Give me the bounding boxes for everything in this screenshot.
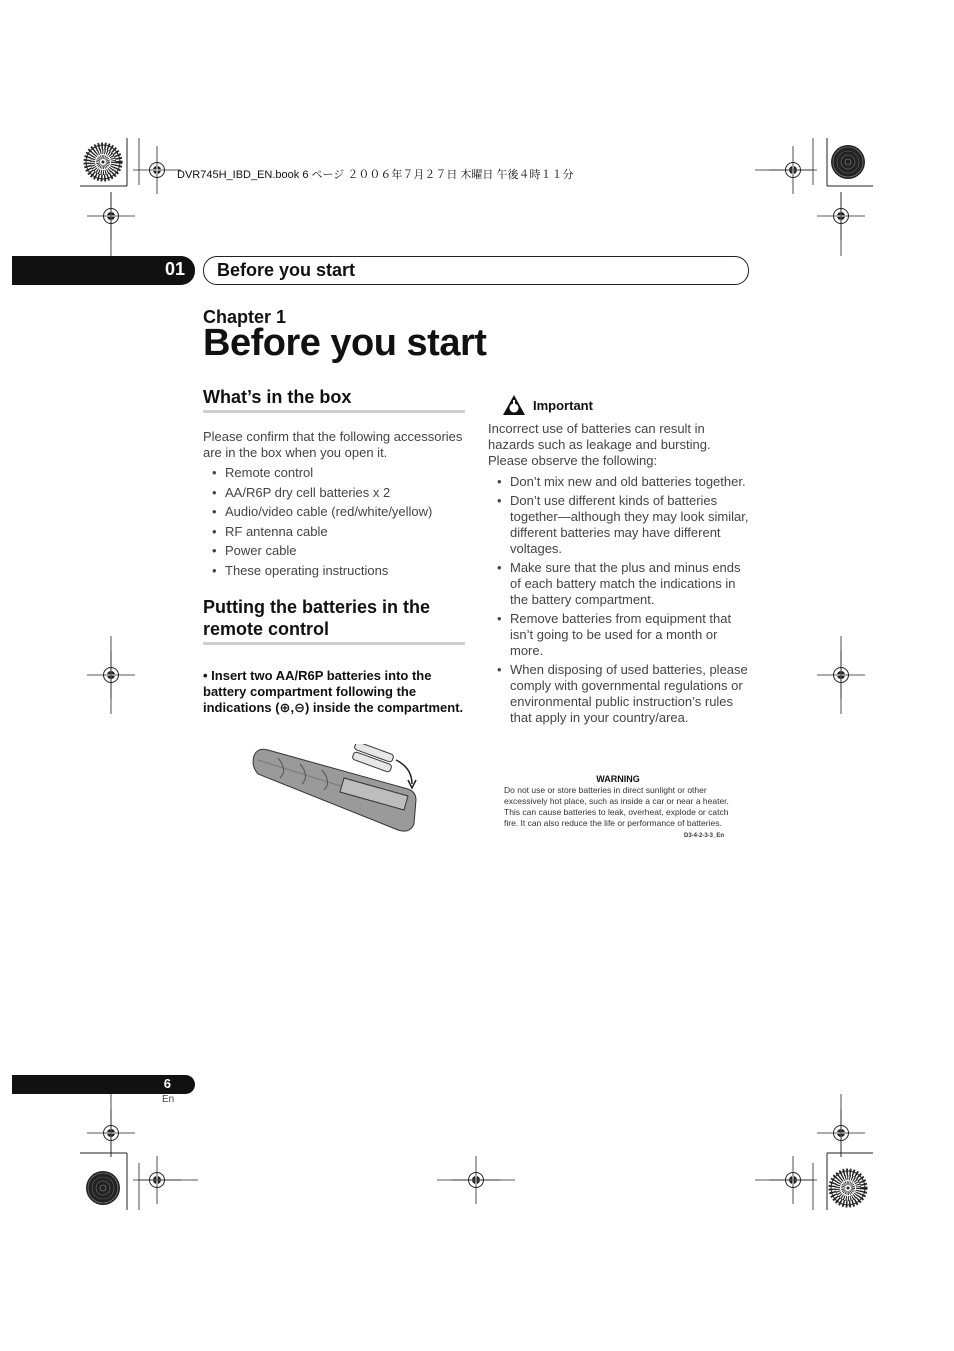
list-item: • Don’t mix new and old batteries together. <box>488 474 750 490</box>
section-rule <box>203 642 465 645</box>
whats-in-box-heading: What’s in the box <box>203 387 352 407</box>
whats-in-box-intro: Please confirm that the following accessories are in the box when you open it. <box>203 429 463 460</box>
page-title: Before you start <box>203 322 487 364</box>
battery-instruction: • Insert two AA/R6P batteries into the battery compartment following the indications (⊕,⊖) inside the compartment. <box>203 668 464 715</box>
list-item: • Make sure that the plus and minus ends of each battery match the indications in the battery compartment. <box>488 560 750 608</box>
box-contents-list <box>203 465 468 582</box>
list-item: • RF antenna cable <box>203 524 468 540</box>
chapter-label: Chapter 1 <box>203 307 287 327</box>
important-warning-icon <box>502 394 526 416</box>
chapter-title-box <box>203 256 749 285</box>
list-item: • Don’t use different kinds of batteries together—although they may look similar, different batteries may have different voltages. <box>488 493 750 557</box>
warning-title: WARNING <box>596 774 640 784</box>
list-item: • These operating instructions <box>203 563 468 579</box>
chapter-tab-pill <box>12 256 195 285</box>
important-intro: Incorrect use of batteries can result in hazards such as leakage and bursting. Please observe the following: <box>488 421 711 468</box>
page-language: En <box>162 1094 175 1105</box>
print-header: DVR745H_IBD_EN.book 6 ページ ２００６年７月２７日 木曜日 午後４時１１分 <box>177 169 574 181</box>
warning-text: Do not use or store batteries in direct sunlight or other excessively hot place, such as inside a car or near a heater. This can cause batteries to leak, overheat, explode or catch fire. It can also reduce the life or performance of batteries. <box>504 785 729 828</box>
list-item: • AA/R6P dry cell batteries x 2 <box>203 485 468 501</box>
list-item: • Power cable <box>203 543 468 559</box>
chapter-tab-title: Before you start <box>217 260 356 280</box>
warning-code: D3-4-2-3-3_En <box>684 833 725 839</box>
list-item: • Remote control <box>203 465 468 481</box>
list-item: • Audio/video cable (red/white/yellow) <box>203 504 468 520</box>
batteries-heading: Putting the batteries in the remote control <box>203 597 431 639</box>
battery-precautions-list <box>488 474 750 729</box>
list-item: • When disposing of used batteries, please comply with governmental regulations or environmental public instruction’s rules that apply in your country/area. <box>488 662 750 726</box>
page-number: 6 <box>163 1076 171 1091</box>
section-rule <box>203 410 465 413</box>
important-label: Important <box>533 398 593 413</box>
list-item: • Remove batteries from equipment that isn’t going to be used for a month or more. <box>488 611 750 659</box>
page-number-pill <box>12 1075 195 1094</box>
chapter-number: 01 <box>164 259 185 279</box>
remote-battery-illustration <box>248 744 420 836</box>
